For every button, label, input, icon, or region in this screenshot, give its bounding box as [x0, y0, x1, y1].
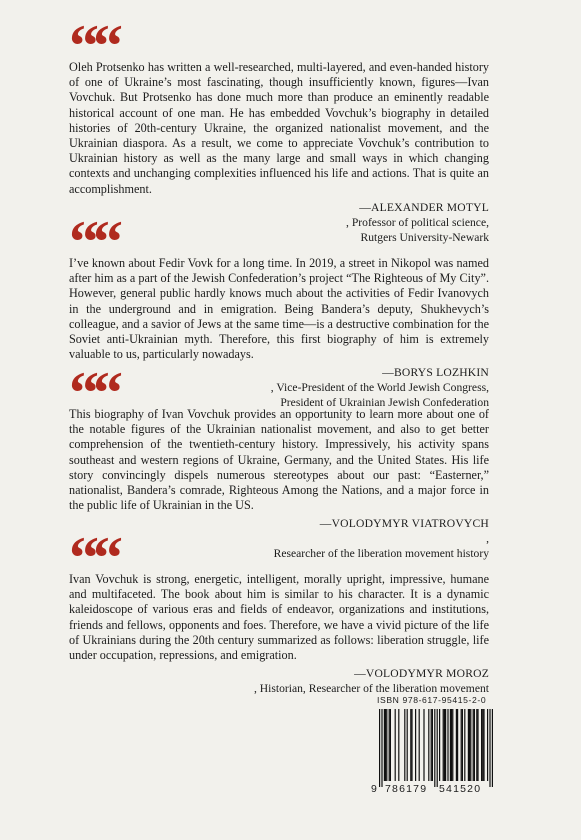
barcode-bar	[407, 709, 408, 781]
barcode-bar	[423, 709, 424, 781]
barcode-bar	[432, 709, 433, 781]
barcode-bar	[476, 709, 477, 781]
barcode-bar	[452, 709, 453, 781]
quote-author: —VOLODYMYR MOROZ	[354, 667, 489, 681]
quote-text: Ivan Vovchuk is strong, energetic, intelligent, morally upright, impressive, humane and multifaceted. The book about him is similar to his character. It is a dynamic kaleidoscope of various eras and fields of endeavor, organizations and institutions, friends and fellows, opponents and foes. Therefore, we have a vivid picture of the life of Ukrainians during the 20th century summarized as follows: liberation struggle, life under occupation, repressions, and emigration.	[69, 572, 489, 663]
barcode-bar	[385, 709, 386, 781]
barcode-bar	[492, 709, 493, 787]
barcode-bar	[450, 709, 451, 781]
quote-author: —ALEXANDER MOTYL	[359, 200, 489, 214]
barcode-bar	[444, 709, 445, 781]
barcode-bar	[470, 709, 471, 781]
barcode-bar	[434, 709, 435, 787]
barcode-bar	[474, 709, 475, 781]
barcode-bar	[439, 709, 440, 781]
barcode-bar	[410, 709, 411, 781]
barcode-bar	[469, 709, 470, 781]
quote-block-moroz	[69, 525, 489, 696]
barcode-bar	[447, 709, 448, 781]
barcode-bar	[468, 709, 469, 781]
quote-author: —VOLODYMYR VIATROVYCH	[319, 517, 489, 531]
quote-author-role: , Historian, Researcher of the liberation movement	[253, 682, 489, 696]
barcode-bar	[445, 709, 446, 781]
barcode-bar	[489, 709, 490, 787]
quote-author-role: ,	[486, 532, 489, 546]
barcode-bar	[411, 709, 412, 781]
barcode-bar	[483, 709, 484, 781]
barcode-bar	[481, 709, 482, 781]
quote-mark-icon: ““	[69, 13, 117, 79]
quote-author-affiliation: Researcher of the liberation movement history	[273, 547, 489, 561]
barcode-bar	[384, 709, 385, 781]
quote-author-affiliation: Rutgers University-Newark	[360, 230, 489, 244]
quote-author-role: , Vice-President of the World Jewish Congress,	[270, 381, 489, 395]
barcode-bar	[395, 709, 396, 781]
barcode-bar	[431, 709, 432, 781]
isbn-barcode	[371, 695, 497, 798]
quote-attribution	[69, 666, 489, 696]
barcode-bar	[415, 709, 416, 781]
barcode-bar	[462, 709, 463, 781]
barcode-digits-right: 541520	[439, 783, 482, 795]
quote-author-role: , Professor of political science,	[346, 215, 489, 229]
quote-author: —BORYS LOZHKIN	[382, 366, 489, 380]
barcode-bar	[419, 709, 420, 781]
barcode-bar	[482, 709, 483, 781]
quote-text: This biography of Ivan Vovchuk provides an opportunity to learn more about one of the notable figures of the Ukrainian nationalist movement, and also to get better comprehension of the twentieth-century history. Impressively, his activity spans southeast and western regions of Ukraine, Germany, and the United States. His life story convincingly dispels numerous stereotypes about our past: “Easterner,” nationalist, Bandera’s comrade, Righteous Among the Nations, and a major force in the public life of Ukrainian in the US.	[69, 407, 489, 513]
barcode-bar	[443, 709, 444, 781]
barcode-bar	[428, 709, 429, 781]
barcode-bar	[461, 709, 462, 781]
barcode-bar	[487, 709, 488, 781]
barcode-bar	[437, 709, 438, 787]
quote-block-viatrovych	[69, 360, 489, 561]
quote-block-motyl	[69, 13, 489, 245]
barcode-bars	[371, 709, 497, 789]
barcode-bar	[477, 709, 478, 781]
barcode-digit-first: 9	[371, 783, 377, 795]
quote-mark-icon: ““	[69, 209, 117, 275]
barcode-bar	[456, 709, 457, 781]
barcode-bar	[398, 709, 399, 781]
barcode-bar	[379, 709, 380, 787]
barcode-bar	[381, 709, 382, 787]
quote-text: Oleh Protsenko has written a well-researched, multi-layered, and even-handed history of one of Ukraine’s most fascinating, though insufficiently known, figures—Ivan Vovchuk. But Protsenko has done much more than produce an eminently readable historical account of one man. He has embedded Vovchuk’s biography in detailed histories of 20th-century Ukraine, the organized nationalist movement, and the Ukrainian diaspora. As a result, we come to appreciate Vovchuk’s contribution to Ukrainian history as well as the many large and small ways in which changing contexts and unchanging complexities influenced his life and actions. That is quite an accomplishment.	[69, 60, 489, 196]
barcode-bar	[390, 709, 391, 781]
quote-text: I’ve known about Fedir Vovk for a long time. In 2019, a street in Nikopol was named after him as a part of the Jewish Confederation’s project “The Righteous of My City”. However, general public hardly knows much about the activities of Fedir Ivanovych in the underground and in emigration. Being Bandera’s deputy, Shukhevych’s colleague, and a savior of Jews at the same time—is a destructive combination for the Soviet anti-Ukrainian myth. Therefore, this first biography of him is extremely valuable to us, particularly nowadays.	[69, 256, 489, 362]
barcode-bar	[389, 709, 390, 781]
isbn-label: ISBN 978-617-95415-2-0	[377, 695, 487, 705]
barcode-bar	[386, 709, 387, 781]
barcode-bar	[404, 709, 405, 781]
barcode-bar	[473, 709, 474, 781]
quote-mark-icon: ““	[69, 360, 117, 426]
barcode-bar	[457, 709, 458, 781]
barcode-bar	[451, 709, 452, 781]
barcode-digits-left: 786179	[385, 783, 428, 795]
barcode-bar	[464, 709, 465, 781]
quote-mark-icon: ““	[69, 525, 117, 591]
quote-author-affiliation: President of Ukrainian Jewish Confederation	[280, 396, 489, 410]
